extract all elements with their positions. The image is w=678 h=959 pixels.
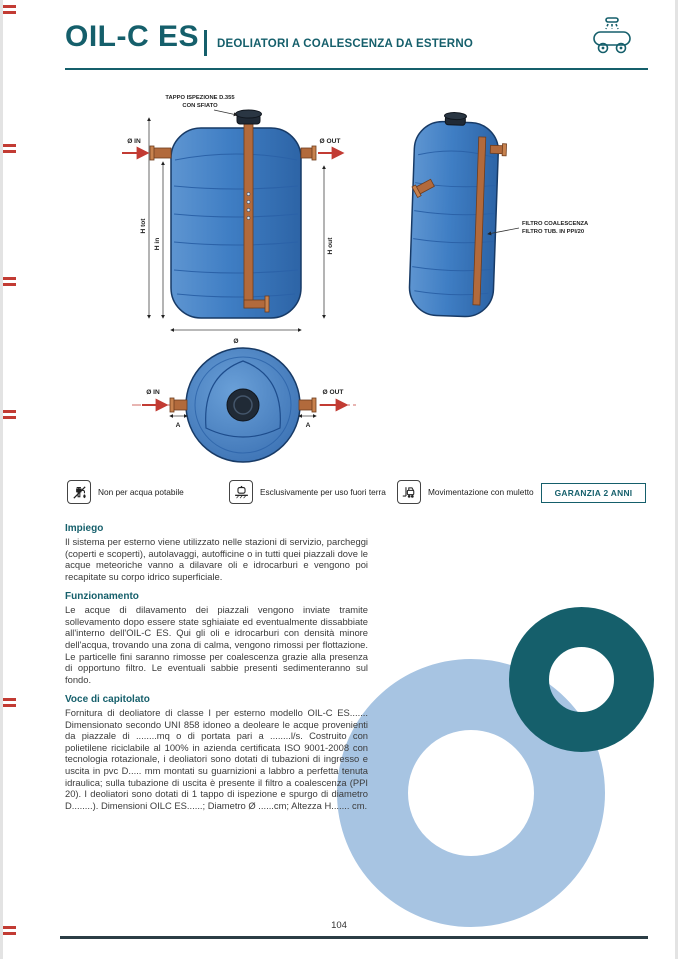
product-subtitle: DEOLIATORI A COALESCENZA DA ESTERNO [217,38,473,50]
page-number: 104 [331,920,347,931]
registration-mark [3,932,16,935]
badge-forklift-handling [397,480,534,504]
registration-mark [3,416,16,419]
badge-above-ground-only [229,480,386,504]
label-top-out: Ø OUT [322,389,344,396]
label-h-tot: H tot [140,218,147,234]
section-body: Il sistema per esterno viene utilizzato nelle stazioni di servizio, parcheggi (coperti e scoperti), autolavaggi, autofficine o in tutti quei piazzali dove le acque meteoriche vanno a dilavare oli e idrocarburi e vengono poi recapitate su corpo idrico superficiale. [65,536,368,582]
label-top-in: Ø IN [146,389,160,396]
registration-mark [3,410,16,413]
label-a-right: A [305,422,311,429]
section-impiego [65,523,368,582]
label-h-in: H in [154,237,161,251]
tank-top-view [132,348,356,462]
badge-label: Non per acqua potabile [98,487,184,497]
section-body: Fornitura di deoliatore di classe I per esterno modello OIL-C ES....... Dimensionato secondo UNI 858 idoneo a deoleare le acque provenienti da piazzale di ........mq o di portata pari a ........l/s. Costruito con polietilene riciclabile al 100% in azienda certificata ISO 9001-2008 con tecnologia rotazionale, i deoliatori sono dotati di tubazioni di ingresso e uscita in pvc D..... mm montati su guarnizioni a labbro a perfetta tenuta idraulica; sulla tubazione di uscita è presente il filtro a coalescenza (PPI 20). I deoliatori sono dotati di 1 tappo di ispezione e spurgo di diametro D........). Dimensioni OILC ES......; Diametro Ø ......cm; Altezza H....... cm. [65,707,368,811]
label-o-in: Ø IN [127,138,141,145]
section-heading: Voce di capitolato [65,694,150,706]
technical-diagram [52,86,634,478]
header-divider [204,30,207,56]
registration-mark [3,5,16,8]
no-potable-water-icon [67,480,91,504]
registration-mark [3,144,16,147]
label-o-out: Ø OUT [319,138,341,145]
inspection-cap-top [227,389,259,421]
carwash-icon [589,16,635,58]
decorative-ring-dark-teal [509,607,654,752]
registration-mark [3,277,16,280]
registration-mark [3,11,16,14]
registration-mark [3,704,16,707]
warranty-badge: GARANZIA 2 ANNI [541,483,646,503]
forklift-icon [397,480,421,504]
label-filtro-1: FILTRO COALESCENZA [522,221,589,227]
label-tappo-1: TAPPO ISPEZIONE D.355 [165,95,235,101]
label-diameter: Ø [233,338,239,345]
label-filtro-2: FILTRO TUB. IN PPI/20 [522,229,585,235]
section-funzionamento [65,591,368,685]
above-ground-only-icon [229,480,253,504]
label-h-out: H out [327,237,334,255]
badge-label: Movimentazione con muletto [428,487,534,497]
registration-mark [3,698,16,701]
footer-rule [60,936,648,939]
badge-label: Esclusivamente per uso fuori terra [260,487,386,497]
tank-side-view [408,111,589,318]
badge-no-potable-water [67,480,184,504]
section-heading: Impiego [65,523,104,534]
registration-mark [3,150,16,153]
registration-mark [3,283,16,286]
section-body: Le acque di dilavamento dei piazzali vengono inviate tramite sollevamento dopo essere state sghiaiate ed eventualmente dissabbiate all'interno dell'OIL-C ES. Qui gli oli e idrocarburi con densità minore dell'acqua, trovando una zona di calma, vengono rimossi per flottazione. Le particelle fini saranno rimosse per coalescenza grazie alla presenza di opportuno filtro. Le eventuali sabbie presenti sedimenteranno sul fondo. [65,604,368,685]
label-tappo-2: CON SFIATO [182,103,218,109]
section-voce-di-capitolato [65,694,368,811]
product-title: OIL-C ES [65,20,200,53]
label-a-left: A [175,422,181,429]
description-column [65,523,368,820]
header-rule [65,68,648,70]
section-heading: Funzionamento [65,591,139,603]
tank-front-view [122,95,342,345]
